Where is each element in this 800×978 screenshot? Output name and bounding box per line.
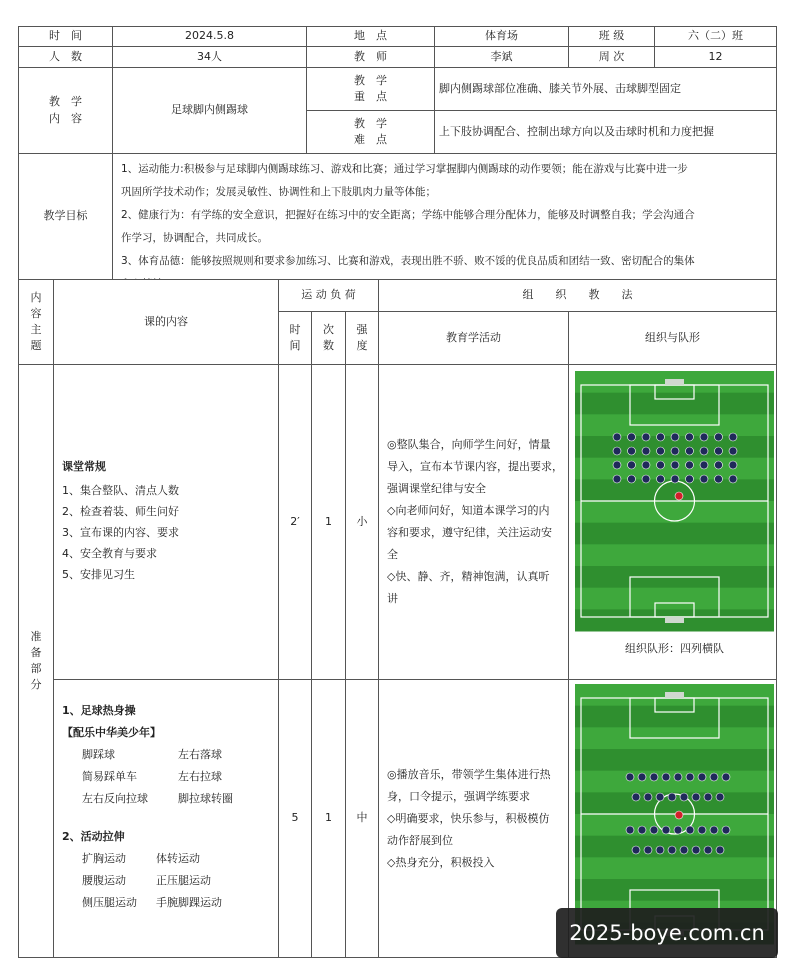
student-marker [700,447,708,455]
exercise-item: 简易踩单车 [82,770,137,783]
intensity-header: 强 度 [345,311,379,365]
warmup-content [53,679,279,958]
student-marker [698,826,706,834]
student-marker [650,773,658,781]
row2-time: 5 [278,679,312,958]
week-value: 12 [654,46,777,68]
goals-line: 作学习，协调配合，共同成长。 [121,232,268,244]
student-marker [729,475,737,483]
exercise-item: 左右落球 [178,748,222,761]
routine-item: 5、安排见习生 [62,567,135,581]
student-marker [662,826,670,834]
activity-line: 动作舒展到位 [387,833,453,847]
row1-activities [378,364,569,680]
student-marker [656,793,664,801]
teacher-label: 教 师 [306,46,435,68]
routine-title: 课堂常规 [62,460,106,474]
stretch-pair [82,870,242,892]
warmup-pair [82,766,264,788]
week-label: 周 次 [568,46,655,68]
exercise-item: 腰腹运动 [82,874,126,887]
grass-stripe [575,857,774,879]
student-marker [729,433,737,441]
student-marker [642,475,650,483]
student-marker [686,447,694,455]
student-marker [686,826,694,834]
student-marker [613,447,621,455]
student-marker [704,846,712,854]
routine-content [53,364,279,680]
activity-line: ◇热身充分，积极投入 [387,855,495,869]
student-marker [657,461,665,469]
exercise-item: 扩胸运动 [82,852,126,865]
key-point-value: 脚内侧踢球部位准确、膝关节外展、击球脚型固定 [434,67,777,111]
people-value: 34人 [112,46,307,68]
student-marker [613,475,621,483]
activity-line: 强调课堂纪律与安全 [387,482,486,495]
teacher-marker [675,811,683,819]
teacher-value: 李斌 [434,46,569,68]
student-marker [657,447,665,455]
student-marker [680,793,688,801]
row1-intensity: 小 [345,364,379,680]
goals-label: 教学目标 [18,153,113,280]
topic-header: 内 容 主 题 [18,279,54,365]
stretch-title: 2、活动拉伸 [62,830,125,843]
grass-stripe [575,501,774,523]
goal-top [665,692,684,698]
student-marker [657,433,665,441]
warmup-pair [82,744,264,766]
exercise-item: 脚拉球转圈 [178,792,233,805]
student-marker [710,826,718,834]
grass-stripe [575,544,774,566]
people-label: 人 数 [18,46,113,68]
student-marker [638,826,646,834]
student-marker [722,826,730,834]
section-label: 准 备 部 分 [18,364,54,958]
student-marker [642,447,650,455]
row2-intensity: 中 [345,679,379,958]
grass-stripe [575,523,774,545]
student-marker [613,461,621,469]
activity-line: 讲 [387,592,398,605]
place-label: 地 点 [306,26,435,47]
student-marker [638,773,646,781]
activity-line: 全 [387,548,398,561]
difficulty-value: 上下肢协调配合、控制出球方向以及击球时机和力度把握 [434,110,777,154]
student-marker [668,793,676,801]
student-marker [698,773,706,781]
row1-count: 1 [311,364,346,680]
goals-line: 巩固所学技术动作；发展灵敏性、协调性和上下肢肌肉力量等体能； [121,186,436,198]
student-marker [722,773,730,781]
activity-line: ◇快、静、齐，精神饱满，认真听 [387,570,550,583]
grass-stripe [575,706,774,728]
student-marker [632,793,640,801]
goals-line: 3、体育品德：能够按照规则和要求参加练习、比赛和游戏，表现出胜不骄、败不馁的优良品质和团结一致、密切配合的集体 [121,255,695,267]
grass-stripe [575,749,774,771]
student-marker [715,433,723,441]
warmup-pair [82,788,264,810]
student-marker [686,773,694,781]
grass-stripe [575,588,774,610]
place-value: 体育场 [434,26,569,47]
activity-line: ◇向老师问好，知道本课学习的内 [387,504,550,517]
teacher-marker [675,492,683,500]
warmup-title: 1、足球热身操 [62,704,136,717]
key-point-label: 教 学 重 点 [306,67,435,111]
student-marker [650,826,658,834]
student-marker [628,447,636,455]
student-marker [626,826,634,834]
student-marker [671,447,679,455]
student-marker [700,475,708,483]
student-marker [692,793,700,801]
method-header: 组 织 教 法 [378,279,777,312]
student-marker [657,475,665,483]
student-marker [632,846,640,854]
routine-item: 4、安全教育与要求 [62,546,157,560]
goals-line: 2、健康行为：有学练的安全意识，把握好在练习中的安全距离；学练中能够合理分配体力，能够及时调整自我；学会沟通合 [121,209,695,221]
student-marker [671,475,679,483]
student-marker [626,773,634,781]
activity-line: 导入，宣布本节课内容，提出要求， [387,460,563,473]
student-marker [674,773,682,781]
routine-item: 3、宣布课的内容、要求 [62,525,179,539]
lesson-header: 课的内容 [53,279,279,365]
formation-caption: 组织队形：四列横队 [625,642,724,655]
difficulty-label: 教 学 难 点 [306,110,435,154]
time-header: 时 间 [278,311,312,365]
exercise-item: 体转运动 [156,852,200,865]
student-marker [644,793,652,801]
student-marker [715,461,723,469]
formation-header: 组织与队形 [568,311,777,365]
activity-line: ◎整队集合，向师学生问好，情量 [387,438,551,451]
student-marker [674,826,682,834]
activity-header: 教育学活动 [378,311,569,365]
grass-stripe [575,771,774,793]
student-marker [692,846,700,854]
student-marker [668,846,676,854]
grass-stripe [575,393,774,415]
student-marker [680,846,688,854]
routine-item: 2、检查着装、师生问好 [62,504,179,518]
student-marker [628,461,636,469]
warmup-subtitle: 【配乐中华美少年】 [62,726,161,739]
student-marker [710,773,718,781]
student-marker [642,461,650,469]
student-marker [716,846,724,854]
student-marker [628,475,636,483]
time-label: 时 间 [18,26,113,47]
student-marker [729,461,737,469]
exercise-item: 侧压腿运动 [82,896,137,909]
activity-line: 身，口令提示，强调学练要求 [387,789,530,803]
exercise-item: 左右拉球 [178,770,222,783]
goals-text [112,153,777,280]
student-marker [700,461,708,469]
time-value: 2024.5.8 [112,26,307,47]
activity-line: ◇明确要求，快乐参与，积极模仿 [387,811,550,825]
student-marker [671,461,679,469]
stretch-pair [82,848,242,870]
grass-stripe [575,814,774,836]
exercise-item: 脚踩球 [82,748,115,761]
student-marker [686,433,694,441]
class-label: 班 级 [568,26,655,47]
row2-count: 1 [311,679,346,958]
student-marker [716,793,724,801]
routine-item: 1、集合整队、清点人数 [62,483,179,497]
student-marker [662,773,670,781]
count-header: 次 数 [311,311,346,365]
goals-line: 1、运动能力:积极参与足球脚内侧踢球练习、游戏和比赛；通过学习掌握脚内侧踢球的动作要领；能在游戏与比赛中进一步 [121,163,688,175]
exercise-item: 左右反向拉球 [82,792,148,805]
goal-top [665,379,684,385]
student-marker [715,475,723,483]
exercise-item: 正压腿运动 [156,874,211,887]
student-marker [628,433,636,441]
content-value: 足球脚内侧踢球 [112,67,307,154]
activity-line: 容和要求，遵守纪律，关注运动安 [387,526,552,539]
stretch-pair [82,892,242,914]
activity-line: ◎播放音乐，带领学生集体进行热 [387,767,551,781]
student-marker [656,846,664,854]
student-marker [686,475,694,483]
student-marker [642,433,650,441]
content-label: 教 学 内 容 [18,67,113,154]
row1-time: 2′ [278,364,312,680]
student-marker [704,793,712,801]
soccer-field-diagram-1 [575,371,774,631]
student-marker [715,447,723,455]
goal-bottom [665,617,684,623]
student-marker [671,433,679,441]
class-value: 六（二）班 [654,26,777,47]
exercise-item: 手腕脚踝运动 [156,896,222,909]
row2-activities [378,679,569,958]
watermark: 2025-boye.com.cn [556,908,778,958]
student-marker [613,433,621,441]
student-marker [686,461,694,469]
student-marker [700,433,708,441]
student-marker [644,846,652,854]
load-header: 运 动 负 荷 [278,279,379,312]
soccer-field-diagram-2 [575,684,774,944]
student-marker [729,447,737,455]
